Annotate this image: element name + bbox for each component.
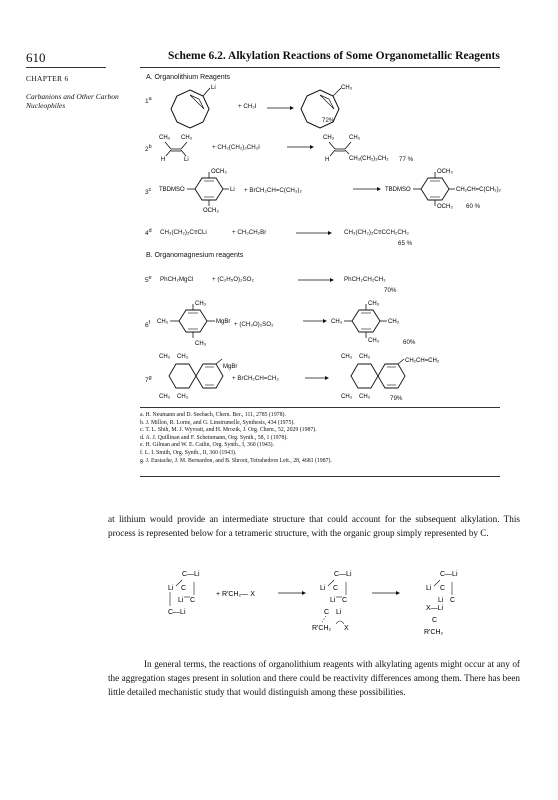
svg-text:Li: Li xyxy=(184,157,189,163)
svg-text:Li: Li xyxy=(168,585,174,592)
footnote-rule xyxy=(140,407,500,408)
footnote-e: e. H. Gilman and W. E. Catlin, Org. Synth., I, 360 (1943). xyxy=(140,442,275,449)
reaction-3-structures xyxy=(155,168,515,214)
product-5: PhCH₂CH₂CH₃ xyxy=(344,276,386,283)
svg-text:CH₃: CH₃ xyxy=(195,301,207,307)
yield-5: 70% xyxy=(384,287,397,294)
svg-text:CH₂CH=CH₂: CH₂CH=CH₂ xyxy=(405,358,440,364)
yield-3: 60 % xyxy=(466,203,481,210)
chapter-label: CHAPTER 6 xyxy=(26,74,69,83)
svg-text:C—Li: C—Li xyxy=(182,571,200,578)
svg-text:Li: Li xyxy=(426,585,432,592)
footnote-a: a. H. Neumann and D. Seebach, Chem. Ber., 111, 2785 (1978). xyxy=(140,412,286,418)
svg-text:CH₃: CH₃ xyxy=(157,319,169,325)
svg-text:C: C xyxy=(190,597,196,604)
svg-text:Li: Li xyxy=(330,597,336,604)
page-number: 610 xyxy=(26,50,46,65)
svg-text:CH₃: CH₃ xyxy=(359,354,371,360)
reagent-7: + BrCH₂CH=CH₂ xyxy=(232,375,279,382)
svg-text:CH₃: CH₃ xyxy=(181,135,193,141)
yield-6: 60% xyxy=(403,339,416,346)
svg-text:CH₃: CH₃ xyxy=(331,319,343,325)
svg-text:Li: Li xyxy=(211,85,216,91)
footnote-g: g. J. Eustache, J. M. Bernardon, and B. Shroot, Tetrahedron Lett., 28, 4681 (1987). xyxy=(140,457,332,464)
svg-text:OCH₃: OCH₃ xyxy=(203,208,219,214)
svg-text:TBDMSO: TBDMSO xyxy=(159,187,185,193)
reaction-2-structures xyxy=(155,133,515,163)
footnote-d: d. A. J. Quillinan and F. Scheinmann, Org. Synth., 58, 1 (1978). xyxy=(140,434,288,441)
svg-text:Li: Li xyxy=(178,597,184,604)
footnotes xyxy=(140,412,500,465)
svg-text:CH₃(CH₂)₃CH₂: CH₃(CH₂)₃CH₂ xyxy=(349,156,389,162)
reagent-1: + CH₃I xyxy=(238,103,257,110)
svg-text:C—Li: C—Li xyxy=(334,571,352,578)
svg-text:C: C xyxy=(333,585,339,592)
svg-text:OCH₃: OCH₃ xyxy=(437,204,453,210)
product-4: CH₃(CH₂)₃C≡CCH₂CH₃ xyxy=(344,229,409,236)
svg-text:CH₃: CH₃ xyxy=(159,394,171,400)
yield-2: 77 % xyxy=(399,156,414,163)
reactant-5: PhCH₂MgCl xyxy=(160,276,194,283)
svg-text:CH₃: CH₃ xyxy=(195,341,207,347)
svg-text:R'CH₂: R'CH₂ xyxy=(312,625,332,632)
reagent-5: + (C₂H₅O)₂SO₂ xyxy=(212,276,254,283)
svg-text:Li: Li xyxy=(438,597,444,604)
body-paragraph-2: In general terms, the reactions of organolithium reagents with alkylating agents might occur at any of the aggregation stages present in solution and there could be reactivity differences among them. There has been little detailed mechanistic study that would distinguish among these possibilities. xyxy=(108,659,520,698)
svg-text:CH₃: CH₃ xyxy=(341,394,353,400)
mechanism-reagent: + R'CH₂— X xyxy=(216,591,255,598)
footnote-c: c. T. L. Shih, M. J. Wyvratt, and H. Mrozik, J. Org. Chem., 52, 2029 (1987). xyxy=(140,427,317,434)
svg-text:C: C xyxy=(342,597,348,604)
yield-4: 65 % xyxy=(398,240,413,247)
yield-7: 79% xyxy=(390,395,403,402)
svg-text:CH₃: CH₃ xyxy=(368,338,380,344)
svg-text:CH₃: CH₃ xyxy=(349,135,361,141)
reaction-number-3: 3$^c$ xyxy=(145,187,152,197)
reaction-number-4: 4$^d$ xyxy=(145,228,152,238)
reaction-number-2: 2$^b$ xyxy=(145,144,152,154)
svg-text:MgBr: MgBr xyxy=(223,364,238,370)
svg-text:H: H xyxy=(325,157,330,163)
reaction-number-6: 6$^f$ xyxy=(145,320,151,330)
reaction-5-arrow xyxy=(296,276,336,284)
svg-text:CH₃: CH₃ xyxy=(159,354,171,360)
reagent-6: + (CH₃O)₂SO₂ xyxy=(234,321,274,328)
reaction-7-structures xyxy=(155,352,515,402)
svg-text:CH₃: CH₃ xyxy=(323,135,335,141)
footnote-f: f. L. I. Smith, Org. Synth., II, 360 (1943). xyxy=(140,449,237,456)
svg-text:CH₃: CH₃ xyxy=(368,301,380,307)
reaction-6-structures xyxy=(155,298,515,348)
reagent-4: + CH₃CH₂Br xyxy=(232,229,267,236)
svg-text:CH₃: CH₃ xyxy=(159,135,171,141)
reaction-1-structures xyxy=(155,82,515,132)
svg-text:C: C xyxy=(181,585,187,592)
body-paragraph-1: at lithium would provide an intermediate structure that could account for the subsequent alkylation. This process is represented below for a tetrameric structure, with the organic group simply represented by C. xyxy=(108,514,520,539)
yield-1: 72% xyxy=(322,117,335,124)
section-b-heading: B. Organomagnesium reagents xyxy=(146,252,244,259)
svg-text:CH₃: CH₃ xyxy=(177,394,189,400)
svg-text:C: C xyxy=(324,609,330,616)
chapter-subtitle: Carbanions and Other Carbon Nucleophiles xyxy=(26,92,119,110)
svg-text:X: X xyxy=(344,625,349,632)
svg-text:OCH₃: OCH₃ xyxy=(211,169,227,175)
svg-text:Li: Li xyxy=(230,187,235,193)
svg-text:MgBr: MgBr xyxy=(216,319,231,325)
svg-text:C—Li: C—Li xyxy=(440,571,458,578)
reagent-2: + CH₃(CH₂)₃CH₂I xyxy=(212,144,260,151)
svg-text:OCH₃: OCH₃ xyxy=(437,169,453,175)
reaction-4-arrow xyxy=(294,229,334,237)
sidebar-rule xyxy=(26,67,106,68)
reaction-number-5: 5e xyxy=(145,275,152,285)
svg-text:C: C xyxy=(440,585,446,592)
svg-text:CH₂CH=C(CH₃)₂: CH₂CH=C(CH₃)₂ xyxy=(456,187,501,193)
header-rule xyxy=(140,67,500,68)
svg-text:CH₃: CH₃ xyxy=(177,354,189,360)
svg-text:Li: Li xyxy=(320,585,326,592)
svg-text:C: C xyxy=(450,597,456,604)
svg-text:CH₃: CH₃ xyxy=(341,85,353,91)
svg-text:R'CH₂: R'CH₂ xyxy=(424,629,444,636)
svg-text:CH₃: CH₃ xyxy=(341,354,353,360)
reagent-3: + BrCH₂CH=C(CH₃)₂ xyxy=(244,187,302,194)
svg-text:C: C xyxy=(432,617,438,624)
svg-text:C—Li: C—Li xyxy=(168,609,186,616)
scheme-title: Scheme 6.2. Alkylation Reactions of Some Organometallic Reagents xyxy=(168,50,500,62)
section-a-heading: A. Organolithium Reagents xyxy=(146,74,231,81)
svg-text:TBDMSO: TBDMSO xyxy=(385,187,411,193)
svg-text:H: H xyxy=(161,157,166,163)
reaction-number-1: 1$^a$ xyxy=(145,96,152,106)
svg-text:CH₃: CH₃ xyxy=(388,319,400,325)
reactant-4: CH₃(CH₂)₃C≡CLi xyxy=(160,229,207,236)
scheme-bottom-rule xyxy=(140,476,500,477)
svg-text:Li: Li xyxy=(336,609,342,616)
reaction-number-7: 7$^g$ xyxy=(145,375,152,385)
svg-text:X—Li: X—Li xyxy=(426,605,444,612)
footnote-b: b. J. Millon, R. Lorne, and G. Linstrumelle, Synthesis, 434 (1975). xyxy=(140,419,295,426)
svg-text:CH₃: CH₃ xyxy=(359,394,371,400)
tetramer-mechanism-diagram xyxy=(150,562,510,637)
